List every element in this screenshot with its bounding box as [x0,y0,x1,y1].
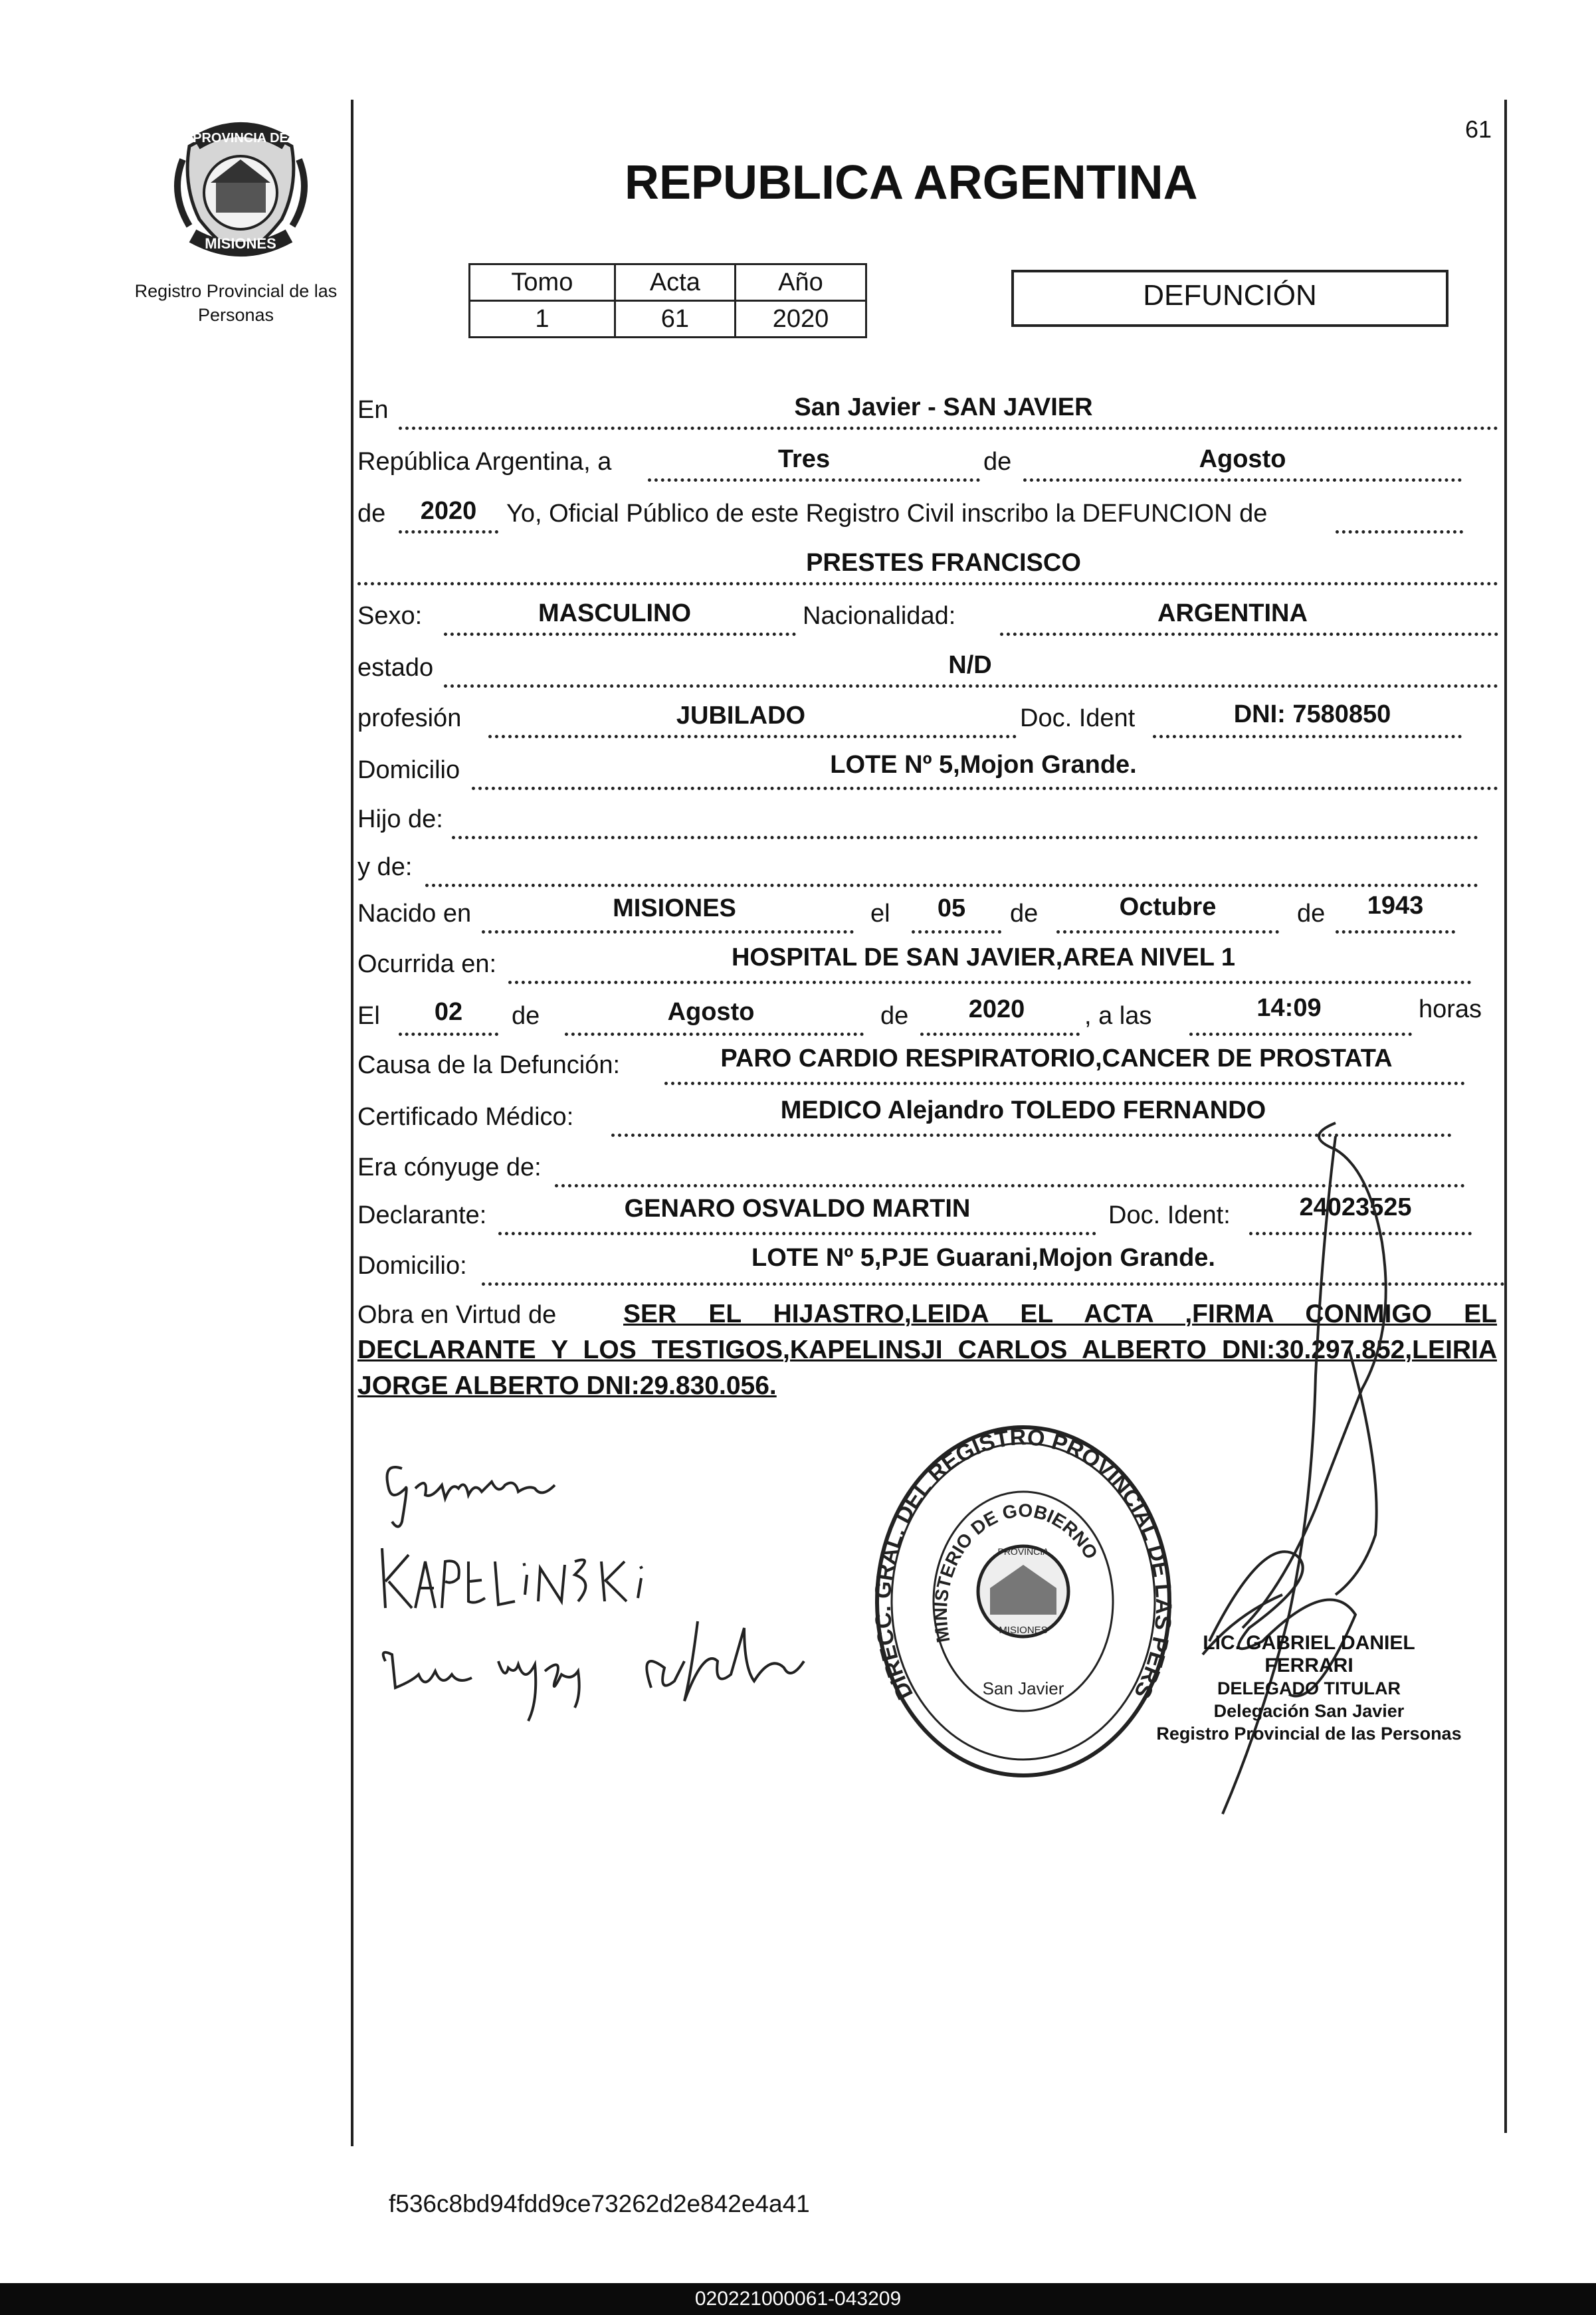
obra-label-text: Obra en Virtud de [357,1301,557,1329]
mes-value: Agosto [1199,445,1286,473]
horas-label: horas [1419,995,1482,1023]
doc-dots [1153,735,1462,738]
official-office: Delegación San Javier [1213,1701,1405,1721]
republica-label: República Argentina, a [357,448,612,476]
nac-mes-dots [1056,930,1279,934]
domicilio2-value: LOTE Nº 5,PJE Guarani,Mojon Grande. [751,1244,1215,1272]
obra-line-2-text: DECLARANTE Y LOS TESTIGOS,KAPELINSJI CARLOS ALBERTO DNI:30.297.852,LEIRIA [357,1336,1497,1364]
causa-dots [664,1082,1465,1085]
yo-text: Yo, Oficial Público de este Registro Civil inscribo la DEFUNCION de [506,500,1268,528]
signature-leiria [372,1608,824,1758]
nac-dia-dots [912,930,1001,934]
def-mes-value: Agosto [667,998,755,1026]
stamp-inner-text: MINISTERIO DE GOBIERNO [930,1500,1102,1645]
nacido-label: Nacido en [357,900,472,928]
obra-line-1-text: SER EL HIJASTRO,LEIDA EL ACTA ,FIRMA CONMIGO EL [623,1300,1497,1328]
el-label: el [870,900,890,928]
provincial-crest-icon [169,120,312,259]
dia-dots [648,478,980,482]
document-hash: f536c8bd94fdd9ce73262d2e842e4a41 [389,2190,810,2217]
right-rule [1504,100,1507,2133]
de6-label: de [880,1002,909,1030]
de-label: de [983,448,1012,476]
def-dia-value: 02 [434,998,463,1026]
en-dots [399,427,1498,430]
declarante-dots [498,1232,1096,1235]
def-anio-dots [920,1033,1080,1036]
estado-dots [444,684,1498,688]
declarante-label: Declarante: [357,1201,487,1229]
stamp-center-top: PROVINCIA [997,1546,1049,1557]
doc2-label: Doc. Ident: [1108,1201,1231,1229]
certificado-label: Certificado Médico: [357,1103,574,1131]
yde-label: y de: [357,853,413,881]
table-cell-acta: 61 [615,301,735,338]
anio-dots [399,530,498,534]
anio-value: 2020 [420,497,477,525]
hijo-dots [452,836,1478,839]
nacido-value: MISIONES [613,894,736,922]
crest-bottom-text: MISIONES [205,235,276,252]
de3-label: de [1010,900,1039,928]
table-header-row [470,264,866,301]
def-mes-dots [565,1033,864,1036]
de4-label: de [1297,900,1326,928]
official-title: DELEGADO TITULAR [1217,1678,1401,1698]
left-rule [351,100,353,2146]
def-hora-value: 14:09 [1256,994,1322,1022]
de2-label: de [357,500,386,528]
causa-label: Causa de la Defunción: [357,1051,621,1079]
ocurrida-value: HOSPITAL DE SAN JAVIER,AREA NIVEL 1 [731,944,1236,971]
nac-mes-value: Octubre [1119,893,1217,921]
en-value: San Javier - SAN JAVIER [794,393,1093,421]
official-name: LIC. GABRIEL DANIEL FERRARI [1203,1632,1415,1676]
nacionalidad-value: ARGENTINA [1157,599,1308,627]
obra-line-3-text: JORGE ALBERTO DNI:29.830.056. [357,1371,777,1400]
page-number: 61 [1465,116,1492,143]
estado-label: estado [357,654,434,682]
domicilio-value: LOTE Nº 5,Mojon Grande. [830,751,1137,779]
nombre-dots [357,582,1498,585]
conyuge-label: Era cónyuge de: [357,1154,542,1181]
dia-value: Tres [777,445,831,473]
profesion-label: profesión [357,704,462,732]
certificado-value: MEDICO Alejandro TOLEDO FERNANDO [780,1096,1266,1124]
table-cell-tomo: 1 [470,301,615,338]
table-row [470,301,866,338]
domicilio-dots [472,787,1498,790]
estado-value: N/D [948,651,992,679]
doc-label: Doc. Ident [1020,704,1136,732]
table-header-anio: Año [735,264,866,301]
nac-dia-value: 05 [937,894,966,922]
table-header-tomo: Tomo [470,264,615,301]
register-table [468,263,867,338]
page-title: REPUBLICA ARGENTINA [625,156,1198,209]
sexo-dots [444,633,796,636]
ocurrida-label: Ocurrida en: [357,950,497,978]
domicilio-label: Domicilio [357,756,460,784]
official-stamp [870,1422,1176,1781]
domicilio2-label: Domicilio: [357,1252,467,1280]
official-registry: Registro Provincial de las Personas [1156,1724,1462,1744]
profesion-value: JUBILADO [676,702,806,730]
sexo-label: Sexo: [357,602,423,630]
ocurrida-dots [508,981,1472,984]
def-hora-dots [1189,1033,1412,1036]
en-label: En [357,396,389,424]
stamp-place: San Javier [982,1678,1064,1698]
nacionalidad-label: Nacionalidad: [803,602,956,630]
record-type-box: DEFUNCIÓN [1011,270,1448,327]
stamp-center-bottom: MISIONES [999,1625,1048,1636]
nac-anio-dots [1336,930,1455,934]
causa-value: PARO CARDIO RESPIRATORIO,CANCER DE PROSTATA [720,1045,1393,1072]
doc-value: DNI: 7580850 [1233,700,1391,728]
yo-dots [1336,530,1463,534]
hijo-label: Hijo de: [357,805,443,833]
el2-label: El [357,1002,380,1030]
yde-dots [425,884,1478,887]
crest-top-text: PROVINCIA DE [193,131,288,146]
footer-code: 020221000061-043209 [0,2283,1596,2315]
nacido-dots [482,930,854,934]
alas-label: , a las [1084,1002,1152,1030]
profesion-dots [488,735,1017,738]
nac-anio-value: 1943 [1367,892,1424,920]
deceased-name: PRESTES FRANCISCO [806,549,1081,577]
nacionalidad-dots [1000,633,1498,636]
stamp-outer-text: DIRECC. GRAL. DEL REGISTRO PROVINCIAL DE LAS PERS [870,1425,1176,1704]
doc2-value: 24023525 [1299,1193,1412,1221]
def-anio-value: 2020 [968,995,1025,1023]
obra-label [357,1300,637,1330]
sexo-value: MASCULINO [538,599,692,627]
de5-label: de [512,1002,540,1030]
mes-dots [1023,478,1462,482]
def-dia-dots [399,1033,498,1036]
official-block [1156,1632,1462,1745]
declarante-value: GENARO OSVALDO MARTIN [624,1195,971,1223]
obra-line-3 [357,1367,777,1405]
table-header-acta: Acta [615,264,735,301]
signature-genaro [375,1449,601,1538]
registry-name: Registro Provincial de las Personas [134,281,338,325]
table-cell-anio: 2020 [735,301,866,338]
